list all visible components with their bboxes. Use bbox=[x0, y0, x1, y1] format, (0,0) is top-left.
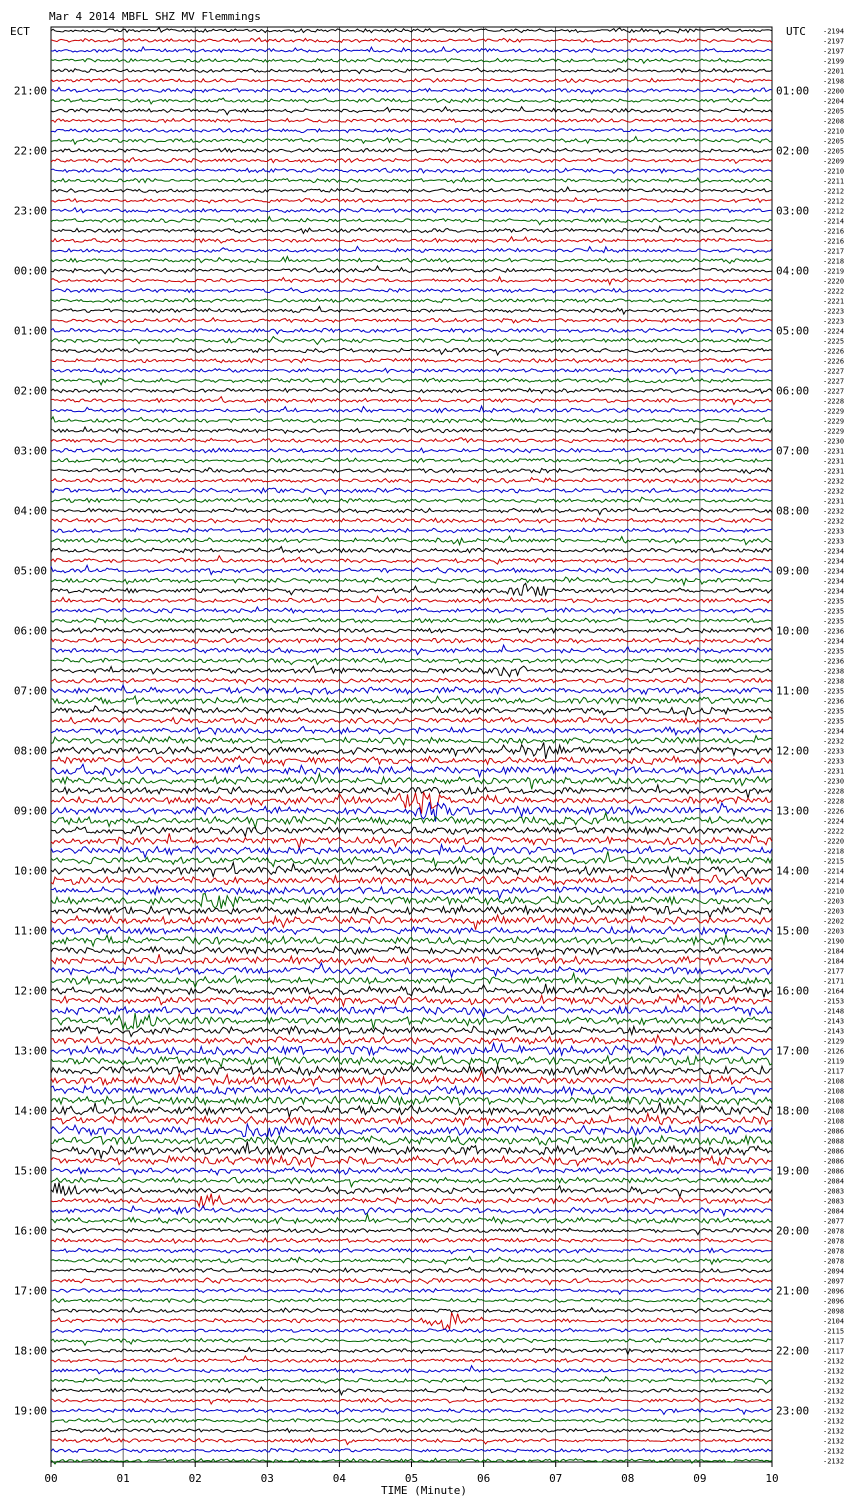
row-offset-label: -2234 bbox=[823, 637, 845, 646]
right-hour-label: 06:00 bbox=[776, 384, 810, 398]
row-offset-labels bbox=[823, 28, 844, 1466]
right-hour-label: 23:00 bbox=[776, 1404, 810, 1418]
row-offset-label: -2235 bbox=[823, 607, 845, 616]
row-offset-label: -2132 bbox=[823, 1357, 845, 1366]
row-offset-label: -2132 bbox=[823, 1377, 845, 1386]
row-offset-label: -2194 bbox=[823, 27, 845, 36]
row-offset-label: -2232 bbox=[823, 477, 845, 486]
row-offset-label: -2086 bbox=[823, 1127, 845, 1136]
row-offset-label: -2216 bbox=[823, 227, 845, 236]
x-tick-label: 10 bbox=[765, 1472, 779, 1485]
right-hour-label: 14:00 bbox=[776, 864, 810, 878]
row-offset-label: -2232 bbox=[823, 517, 845, 526]
row-offset-label: -2231 bbox=[823, 497, 845, 506]
row-offset-label: -2205 bbox=[823, 107, 845, 116]
row-offset-label: -2132 bbox=[823, 1397, 845, 1406]
row-offset-label: -2153 bbox=[823, 997, 845, 1006]
row-offset-label: -2235 bbox=[823, 617, 845, 626]
row-offset-label: -2235 bbox=[823, 707, 845, 716]
left-hour-label: 07:00 bbox=[13, 684, 47, 698]
row-offset-label: -2190 bbox=[823, 937, 845, 946]
row-offset-label: -2223 bbox=[823, 307, 845, 316]
left-hour-label: 16:00 bbox=[13, 1224, 47, 1238]
row-offset-label: -2148 bbox=[823, 1007, 845, 1016]
row-offset-label: -2117 bbox=[823, 1337, 845, 1346]
row-offset-label: -2219 bbox=[823, 267, 845, 276]
row-offset-label: -2234 bbox=[823, 727, 845, 736]
row-offset-label: -2210 bbox=[823, 887, 845, 896]
row-offset-label: -2184 bbox=[823, 947, 845, 956]
row-offset-label: -2231 bbox=[823, 767, 845, 776]
row-offset-label: -2212 bbox=[823, 197, 845, 206]
row-offset-label: -2171 bbox=[823, 977, 845, 986]
row-offset-label: -2104 bbox=[823, 1317, 845, 1326]
row-offset-label: -2203 bbox=[823, 907, 845, 916]
right-hour-label: 04:00 bbox=[776, 264, 810, 278]
row-offset-label: -2214 bbox=[823, 217, 845, 226]
row-offset-label: -2078 bbox=[823, 1257, 845, 1266]
left-hour-label: 02:00 bbox=[13, 384, 47, 398]
row-offset-label: -2233 bbox=[823, 747, 845, 756]
x-tick-label: 04 bbox=[332, 1472, 347, 1485]
row-offset-label: -2201 bbox=[823, 67, 845, 76]
right-hour-label: 15:00 bbox=[776, 924, 810, 938]
row-offset-label: -2224 bbox=[823, 327, 845, 336]
left-hour-label: 10:00 bbox=[13, 864, 47, 878]
left-hour-label: 21:00 bbox=[13, 84, 47, 98]
left-hour-label: 11:00 bbox=[13, 924, 47, 938]
row-offset-label: -2078 bbox=[823, 1247, 845, 1256]
row-offset-label: -2132 bbox=[823, 1427, 845, 1436]
row-offset-label: -2234 bbox=[823, 587, 845, 596]
row-offset-label: -2129 bbox=[823, 1037, 845, 1046]
row-offset-label: -2214 bbox=[823, 877, 845, 886]
row-offset-label: -2202 bbox=[823, 917, 845, 926]
row-offset-label: -2212 bbox=[823, 187, 845, 196]
left-hour-label: 17:00 bbox=[13, 1284, 47, 1298]
row-offset-label: -2083 bbox=[823, 1197, 845, 1206]
left-hour-label: 01:00 bbox=[13, 324, 47, 338]
row-offset-label: -2094 bbox=[823, 1267, 845, 1276]
row-offset-label: -2198 bbox=[823, 77, 845, 86]
left-hour-label: 23:00 bbox=[13, 204, 47, 218]
x-tick-label: 00 bbox=[44, 1472, 58, 1485]
row-offset-label: -2224 bbox=[823, 817, 845, 826]
row-offset-label: -2209 bbox=[823, 157, 845, 166]
right-axis-label: UTC bbox=[786, 25, 806, 38]
row-offset-label: -2197 bbox=[823, 47, 845, 56]
row-offset-label: -2234 bbox=[823, 567, 845, 576]
row-offset-label: -2086 bbox=[823, 1157, 845, 1166]
left-hour-label: 03:00 bbox=[13, 444, 47, 458]
row-offset-label: -2228 bbox=[823, 797, 845, 806]
right-hour-label: 17:00 bbox=[776, 1044, 810, 1058]
row-offset-label: -2226 bbox=[823, 347, 845, 356]
row-offset-label: -2227 bbox=[823, 377, 845, 386]
row-offset-label: -2229 bbox=[823, 427, 845, 436]
row-offset-label: -2225 bbox=[823, 337, 845, 346]
right-hour-label: 21:00 bbox=[776, 1284, 810, 1298]
right-hour-label: 01:00 bbox=[776, 84, 810, 98]
right-hour-label: 20:00 bbox=[776, 1224, 810, 1238]
right-hour-label: 16:00 bbox=[776, 984, 810, 998]
right-hour-label: 18:00 bbox=[776, 1104, 810, 1118]
row-offset-label: -2132 bbox=[823, 1437, 845, 1446]
row-offset-label: -2086 bbox=[823, 1167, 845, 1176]
row-offset-label: -2108 bbox=[823, 1107, 845, 1116]
right-hour-label: 07:00 bbox=[776, 444, 810, 458]
row-offset-label: -2234 bbox=[823, 577, 845, 586]
x-tick-label: 03 bbox=[260, 1472, 274, 1485]
row-offset-label: -2097 bbox=[823, 1277, 845, 1286]
row-offset-label: -2228 bbox=[823, 787, 845, 796]
row-offset-label: -2220 bbox=[823, 837, 845, 846]
right-hour-label: 03:00 bbox=[776, 204, 810, 218]
row-offset-label: -2096 bbox=[823, 1287, 845, 1296]
x-tick-label: 07 bbox=[549, 1472, 563, 1485]
row-offset-label: -2236 bbox=[823, 697, 845, 706]
left-hour-label: 05:00 bbox=[13, 564, 47, 578]
right-hour-label: 09:00 bbox=[776, 564, 810, 578]
x-tick-labels bbox=[44, 1462, 778, 1485]
row-offset-label: -2231 bbox=[823, 447, 845, 456]
left-hour-label: 22:00 bbox=[13, 144, 47, 158]
row-offset-label: -2132 bbox=[823, 1367, 845, 1376]
row-offset-label: -2236 bbox=[823, 627, 845, 636]
left-hour-label: 08:00 bbox=[13, 744, 47, 758]
row-offset-label: -2217 bbox=[823, 247, 845, 256]
right-hour-label: 05:00 bbox=[776, 324, 810, 338]
minute-gridlines bbox=[123, 27, 700, 1462]
row-offset-label: -2238 bbox=[823, 667, 845, 676]
row-offset-label: -2232 bbox=[823, 487, 845, 496]
left-hour-label: 06:00 bbox=[13, 624, 47, 638]
row-offset-label: -2238 bbox=[823, 677, 845, 686]
row-offset-label: -2132 bbox=[823, 1407, 845, 1416]
row-offset-label: -2203 bbox=[823, 927, 845, 936]
x-tick-label: 08 bbox=[621, 1472, 635, 1485]
x-tick-label: 06 bbox=[476, 1472, 491, 1485]
row-offset-label: -2086 bbox=[823, 1147, 845, 1156]
row-offset-label: -2227 bbox=[823, 387, 845, 396]
row-offset-label: -2199 bbox=[823, 57, 845, 66]
row-offset-label: -2208 bbox=[823, 117, 845, 126]
left-hour-label: 12:00 bbox=[13, 984, 47, 998]
right-hour-label: 10:00 bbox=[776, 624, 810, 638]
row-offset-label: -2210 bbox=[823, 127, 845, 136]
chart-title: Mar 4 2014 MBFL SHZ MV Flemmings bbox=[49, 10, 261, 23]
row-offset-label: -2117 bbox=[823, 1067, 845, 1076]
row-offset-label: -2232 bbox=[823, 737, 845, 746]
x-tick-label: 09 bbox=[693, 1472, 707, 1485]
row-offset-label: -2235 bbox=[823, 687, 845, 696]
left-hour-label: 19:00 bbox=[13, 1404, 47, 1418]
row-offset-label: -2184 bbox=[823, 957, 845, 966]
row-offset-label: -2177 bbox=[823, 967, 845, 976]
row-offset-label: -2222 bbox=[823, 287, 845, 296]
row-offset-label: -2212 bbox=[823, 207, 845, 216]
row-offset-label: -2218 bbox=[823, 847, 845, 856]
row-offset-label: -2132 bbox=[823, 1457, 845, 1466]
row-offset-label: -2126 bbox=[823, 1047, 845, 1056]
row-offset-label: -2220 bbox=[823, 277, 845, 286]
x-tick-label: 05 bbox=[404, 1472, 419, 1485]
row-offset-label: -2210 bbox=[823, 167, 845, 176]
row-offset-label: -2229 bbox=[823, 417, 845, 426]
left-hour-label: 13:00 bbox=[13, 1044, 47, 1058]
right-hour-labels bbox=[776, 85, 809, 1418]
row-offset-label: -2227 bbox=[823, 367, 845, 376]
row-offset-label: -2230 bbox=[823, 777, 845, 786]
row-offset-label: -2200 bbox=[823, 87, 845, 96]
row-offset-label: -2096 bbox=[823, 1297, 845, 1306]
row-offset-label: -2234 bbox=[823, 547, 845, 556]
row-offset-label: -2229 bbox=[823, 407, 845, 416]
right-hour-label: 02:00 bbox=[776, 144, 810, 158]
right-hour-label: 12:00 bbox=[776, 744, 810, 758]
right-hour-label: 19:00 bbox=[776, 1164, 810, 1178]
row-offset-label: -2164 bbox=[823, 987, 845, 996]
left-axis-label: ECT bbox=[10, 25, 30, 38]
row-offset-label: -2205 bbox=[823, 137, 845, 146]
row-offset-label: -2115 bbox=[823, 1327, 845, 1336]
row-offset-label: -2215 bbox=[823, 857, 845, 866]
row-offset-label: -2205 bbox=[823, 147, 845, 156]
right-hour-label: 13:00 bbox=[776, 804, 810, 818]
row-offset-label: -2204 bbox=[823, 97, 845, 106]
row-offset-label: -2233 bbox=[823, 537, 845, 546]
row-offset-label: -2132 bbox=[823, 1387, 845, 1396]
row-offset-label: -2098 bbox=[823, 1307, 845, 1316]
row-offset-label: -2211 bbox=[823, 177, 845, 186]
row-offset-label: -2232 bbox=[823, 507, 845, 516]
row-offset-label: -2132 bbox=[823, 1447, 845, 1456]
row-offset-label: -2084 bbox=[823, 1207, 845, 1216]
left-hour-label: 15:00 bbox=[13, 1164, 47, 1178]
row-offset-label: -2108 bbox=[823, 1117, 845, 1126]
row-offset-label: -2233 bbox=[823, 757, 845, 766]
x-tick-label: 01 bbox=[116, 1472, 130, 1485]
row-offset-label: -2228 bbox=[823, 397, 845, 406]
right-hour-label: 08:00 bbox=[776, 504, 810, 518]
row-offset-label: -2216 bbox=[823, 237, 845, 246]
row-offset-label: -2203 bbox=[823, 897, 845, 906]
row-offset-label: -2235 bbox=[823, 597, 845, 606]
row-offset-label: -2084 bbox=[823, 1177, 845, 1186]
left-hour-label: 04:00 bbox=[13, 504, 47, 518]
row-offset-label: -2078 bbox=[823, 1237, 845, 1246]
left-hour-labels bbox=[14, 85, 47, 1418]
row-offset-label: -2235 bbox=[823, 647, 845, 656]
row-offset-label: -2078 bbox=[823, 1227, 845, 1236]
row-offset-label: -2230 bbox=[823, 437, 845, 446]
left-hour-label: 14:00 bbox=[13, 1104, 47, 1118]
row-offset-label: -2235 bbox=[823, 717, 845, 726]
row-offset-label: -2222 bbox=[823, 827, 845, 836]
row-offset-label: -2226 bbox=[823, 357, 845, 366]
row-offset-label: -2231 bbox=[823, 467, 845, 476]
row-offset-label: -2233 bbox=[823, 527, 845, 536]
row-offset-label: -2108 bbox=[823, 1077, 845, 1086]
row-offset-label: -2231 bbox=[823, 457, 845, 466]
row-offset-label: -2221 bbox=[823, 297, 845, 306]
row-offset-label: -2234 bbox=[823, 557, 845, 566]
left-hour-label: 00:00 bbox=[13, 264, 47, 278]
row-offset-label: -2077 bbox=[823, 1217, 845, 1226]
row-offset-label: -2083 bbox=[823, 1187, 845, 1196]
row-offset-label: -2143 bbox=[823, 1017, 845, 1026]
right-hour-label: 11:00 bbox=[776, 684, 810, 698]
row-offset-label: -2197 bbox=[823, 37, 845, 46]
row-offset-label: -2223 bbox=[823, 317, 845, 326]
row-offset-label: -2236 bbox=[823, 657, 845, 666]
left-hour-label: 09:00 bbox=[13, 804, 47, 818]
row-offset-label: -2226 bbox=[823, 807, 845, 816]
row-offset-label: -2214 bbox=[823, 867, 845, 876]
row-offset-label: -2088 bbox=[823, 1137, 845, 1146]
x-axis-label: TIME (Minute) bbox=[380, 1484, 468, 1497]
row-offset-label: -2143 bbox=[823, 1027, 845, 1036]
left-hour-label: 18:00 bbox=[13, 1344, 47, 1358]
x-tick-label: 02 bbox=[188, 1472, 202, 1485]
right-hour-label: 22:00 bbox=[776, 1344, 810, 1358]
row-offset-label: -2108 bbox=[823, 1087, 845, 1096]
row-offset-label: -2117 bbox=[823, 1347, 845, 1356]
row-offset-label: -2218 bbox=[823, 257, 845, 266]
row-offset-label: -2108 bbox=[823, 1097, 845, 1106]
row-offset-label: -2132 bbox=[823, 1417, 845, 1426]
row-offset-label: -2119 bbox=[823, 1057, 845, 1066]
